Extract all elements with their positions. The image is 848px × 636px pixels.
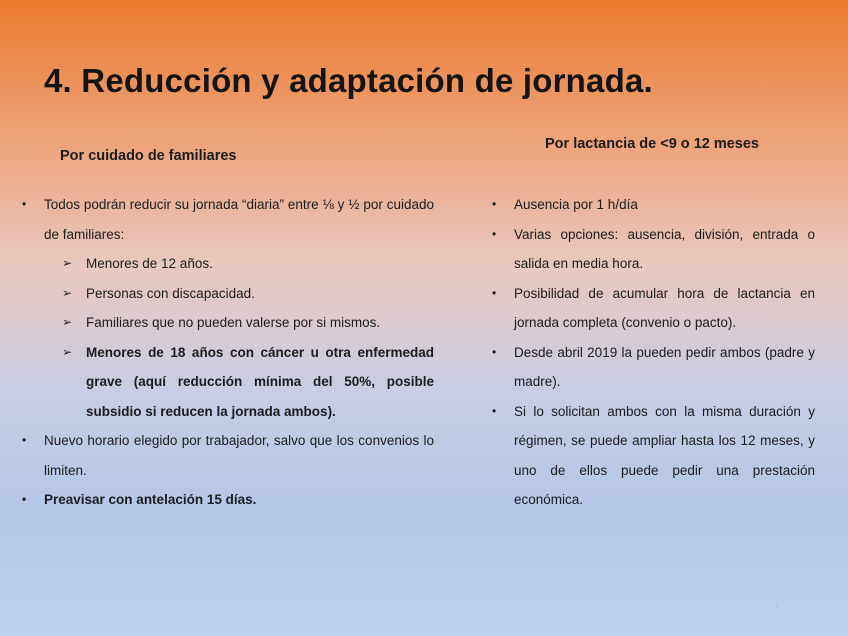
bullet-icon: • xyxy=(492,226,497,241)
left-bullet-1 xyxy=(22,190,434,249)
right-bullet-2 xyxy=(492,220,815,279)
page-marker: · xyxy=(775,602,778,611)
arrow-bullet-icon: ➢ xyxy=(62,285,73,300)
right-bullet-1 xyxy=(492,190,815,220)
sub-item-2 xyxy=(22,279,434,309)
bullet-icon: • xyxy=(22,492,27,506)
right-bullet-3 xyxy=(492,279,815,338)
left-column-heading: Por cuidado de familiares xyxy=(60,148,237,164)
arrow-bullet-icon: ➢ xyxy=(62,344,73,359)
sub-item-1 xyxy=(22,249,434,279)
left-bullet-3 xyxy=(22,485,434,515)
sub-item-1-text: Menores de 12 años. xyxy=(86,256,213,271)
right-column-heading: Por lactancia de <9 o 12 meses xyxy=(545,136,759,152)
right-bullet-2-text: Varias opciones: ausencia, división, entrada o salida en media hora. xyxy=(514,226,815,271)
bullet-icon: • xyxy=(22,433,27,447)
left-bullet-2 xyxy=(22,426,434,485)
right-bullet-1-text: Ausencia por 1 h/día xyxy=(514,197,638,212)
left-bullet-2-text: Nuevo horario elegido por trabajador, salvo que los convenios lo limiten. xyxy=(44,433,434,478)
left-bullet-3-text: Preavisar con antelación 15 días. xyxy=(44,492,257,507)
left-column xyxy=(22,190,434,515)
right-bullet-3-text: Posibilidad de acumular hora de lactancia en jornada completa (convenio o pacto). xyxy=(514,285,815,330)
bullet-icon: • xyxy=(492,197,497,211)
slide-title: 4. Reducción y adaptación de jornada. xyxy=(44,62,653,99)
bullet-icon: • xyxy=(492,403,497,418)
bullet-icon: • xyxy=(492,285,497,300)
left-bullet-1-text: Todos podrán reducir su jornada “diaria” entre ⅛ y ½ por cuidado de familiares: xyxy=(44,197,434,242)
right-bullet-4 xyxy=(492,338,815,397)
sub-item-3-text: Familiares que no pueden valerse por si mismos. xyxy=(86,315,381,330)
sub-item-4-text: Menores de 18 años con cáncer u otra enfermedad grave (aquí reducción mínima del 50%, posible subsidio si reducen la jornada ambos). xyxy=(86,344,434,419)
bullet-icon: • xyxy=(492,344,497,359)
arrow-bullet-icon: ➢ xyxy=(62,256,73,270)
sub-item-2-text: Personas con discapacidad. xyxy=(86,285,255,301)
right-bullet-5-text: Si lo solicitan ambos con la misma duración y régimen, se puede ampliar hasta los 12 meses, y uno de ellos puede pedir una prestación económica. xyxy=(514,403,815,507)
sub-item-3 xyxy=(22,308,434,338)
arrow-bullet-icon: ➢ xyxy=(62,315,73,329)
bullet-icon: • xyxy=(22,197,27,211)
right-column xyxy=(492,190,815,515)
sub-item-4 xyxy=(22,338,434,427)
right-bullet-5 xyxy=(492,397,815,515)
right-bullet-4-text: Desde abril 2019 la pueden pedir ambos (padre y madre). xyxy=(514,344,815,389)
